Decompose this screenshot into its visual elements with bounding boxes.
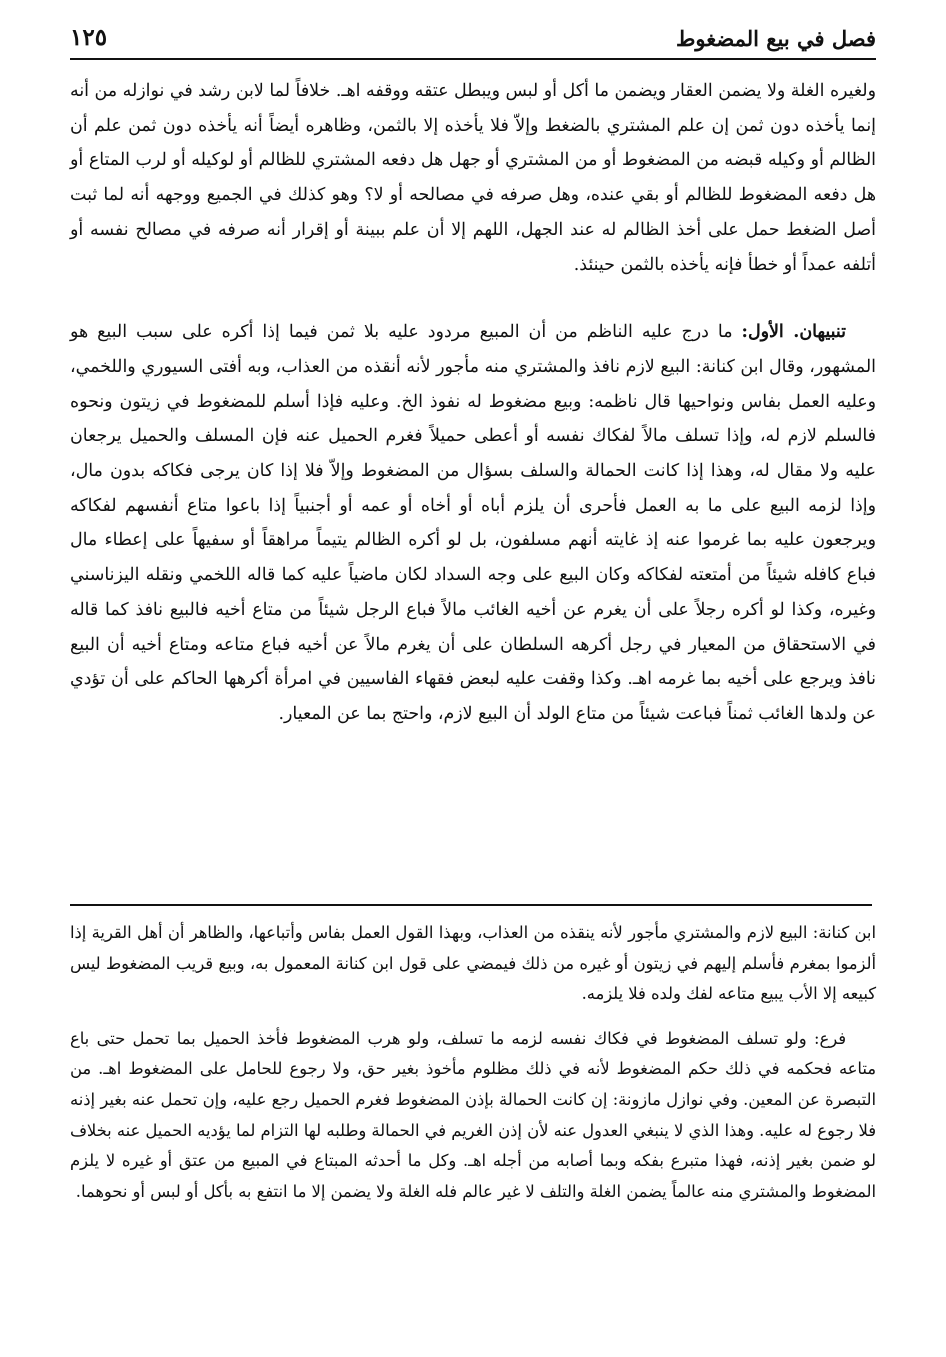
footnotes: [70, 918, 876, 1207]
header-rule: [70, 58, 876, 60]
paragraph-tanbihan-body: ما درج عليه الناظم من أن المبيع مردود عليه بلا ثمن فيما إذا أكره على سبب البيع هو المشهور، وقال ابن كنانة: البيع لازم نافذ والمشتري منه مأجور لأنه أنقذه من العذاب، وبه أفتى السيوري واللخمي، وعليه العمل بفاس ونواحيها قال ناظمه: وبيع مضغوط له نفوذ الخ. وعليه فإذا أسلم للمضغوط في زيتون ونحوه فالسلم لازم له، وإذا تسلف مالاً لفكاك نفسه أو أعطى حميلاً فغرم الحميل عنه فإن المسلف والحميل يرجعان عليه ولا مقال له، وهذا إذا كانت الحمالة والسلف بسؤال من المضغوط وإلاّ فلا إذا كان يرجى فكاكه بدون مال، وإذا لزمه البيع على ما به العمل فأحرى أن يلزم أباه أو أخاه أو عمه أو أجنبياً إذا باعوا متاع أنفسهم لفكاكه ويرجعون عليه بما غرموا عنه إذ غايته أنهم مسلفون، بل لو أكره الظالم يتيماً مراهقاً أو سفيهاً على إعطاء مال فباع كافله شيئاً من أمتعته لفكاكه وكان البيع على وجه السداد لكان ماضياً عليه كما قاله اللخمي ونقله اليزناسني وغيره، وكذا لو أكره رجلاً على أن يغرم عن أخيه الغائب مالاً فباع الرجل شيئاً من متاع أخيه فالبيع نافذ كما قاله في الاستحقاق من المعيار في رجل أكرهه السلطان على أن يغرم مالاً عن أخيه فباع متاعه ومتاع أخيه أن البيع نافذ ويرجع على أخيه بما غرمه اهـ. وكذا وقفت عليه لبعض فقهاء الفاسيين في امرأة أكرهها الحاكم على أن تؤدي عن ولدها الغائب ثمناً فباعت شيئاً من متاع الولد أن البيع لازم، واحتج بما عن المعيار.: [70, 322, 876, 724]
paragraph-tanbihan: [70, 315, 876, 731]
page-number: ١٢٥: [70, 24, 108, 51]
section-heading-inline: تنبيهان. الأول:: [741, 322, 846, 343]
footnote-ibn-kinana: ابن كنانة: البيع لازم والمشتري مأجور لأنه ينقذه من العذاب، وبهذا القول العمل بفاس وأتباعها، والظاهر أن أهل القرية إذا ألزموا بمغرم فأسلم إليهم في زيتون أو غيره من ذلك فيمضي على قول ابن كنانة المعمول به، وبيع قريب المضغوط ليس كبيعه إلا الأب يبيع متاعه لفك ولده فلا يلزمه.: [70, 923, 876, 1004]
paragraph-continuation: ولغيره الغلة ولا يضمن العقار ويضمن ما أكل أو لبس ويبطل عتقه ووقفه اهـ. خلافاً لما لابن رشد في نوازله من أنه إنما يأخذه دون ثمن إن علم المشتري بالضغط وإلاّ فلا يأخذه إلا بالثمن، وظاهره أيضاً أنه يأخذه دون ثمن علم أن الظالم أو وكيله قبضه من المضغوط أو من المشتري أو جهل هل دفعه المشتري للظالم أو لوكيله أو لرب المتاع أو هل دفعه المضغوط للظالم أو بقي عنده، وهل صرفه في مصالحه أو لا؟ وهو كذلك في الجميع ووجهه أنه لما ثبت أصل الضغط حمل على أخذ الظالم له عند الجهل، اللهم إلا أن علم ببينة أو إقرار أنه صرفه في مصالح نفسه أو أتلفه عمداً أو خطأ فإنه يأخذه بالثمن حينئذ.: [70, 81, 876, 275]
footnote-far: فرع: ولو تسلف المضغوط في فكاك نفسه لزمه ما تسلف، ولو هرب المضغوط فأخذ الحميل بما تحمل حتى باع متاعه فحكمه في ذلك حكم المضغوط لأنه في ذلك مظلوم مأخوذ بغير حق، ولا رجوع للحامل على المضغوط اهـ. من التبصرة عن المعين. وفي نوازل مازونة: إن كانت الحمالة بإذن المضغوط فغرم الحميل رجع عليه، وإن تحمل عنه بغير إذنه فلا رجوع له عليه. وهذا الذي لا ينبغي العدول عنه لأن إذن الغريم في الحمالة وطلبه لها التزام لما يؤديه الحميل عنه بخلاف لو ضمن بغير إذنه، فهذا متبرع بفكه وبما أصابه من أجله اهـ. وكل ما أحدثه المبتاع في المبيع من عتق أو غيره لا يلزم المضغوط والمشتري منه عالماً يضمن الغلة والتلف لا غير عالم فله الغلة ولا يضمن إلا ما انتفع به بأكل أو لبس أو نحوهما.: [70, 1028, 876, 1201]
page-header: [70, 22, 876, 54]
running-title: فصل في بيع المضغوط: [676, 26, 876, 51]
main-text: [70, 74, 876, 732]
book-page: [70, 22, 876, 1342]
footnote-rule: [70, 904, 872, 906]
